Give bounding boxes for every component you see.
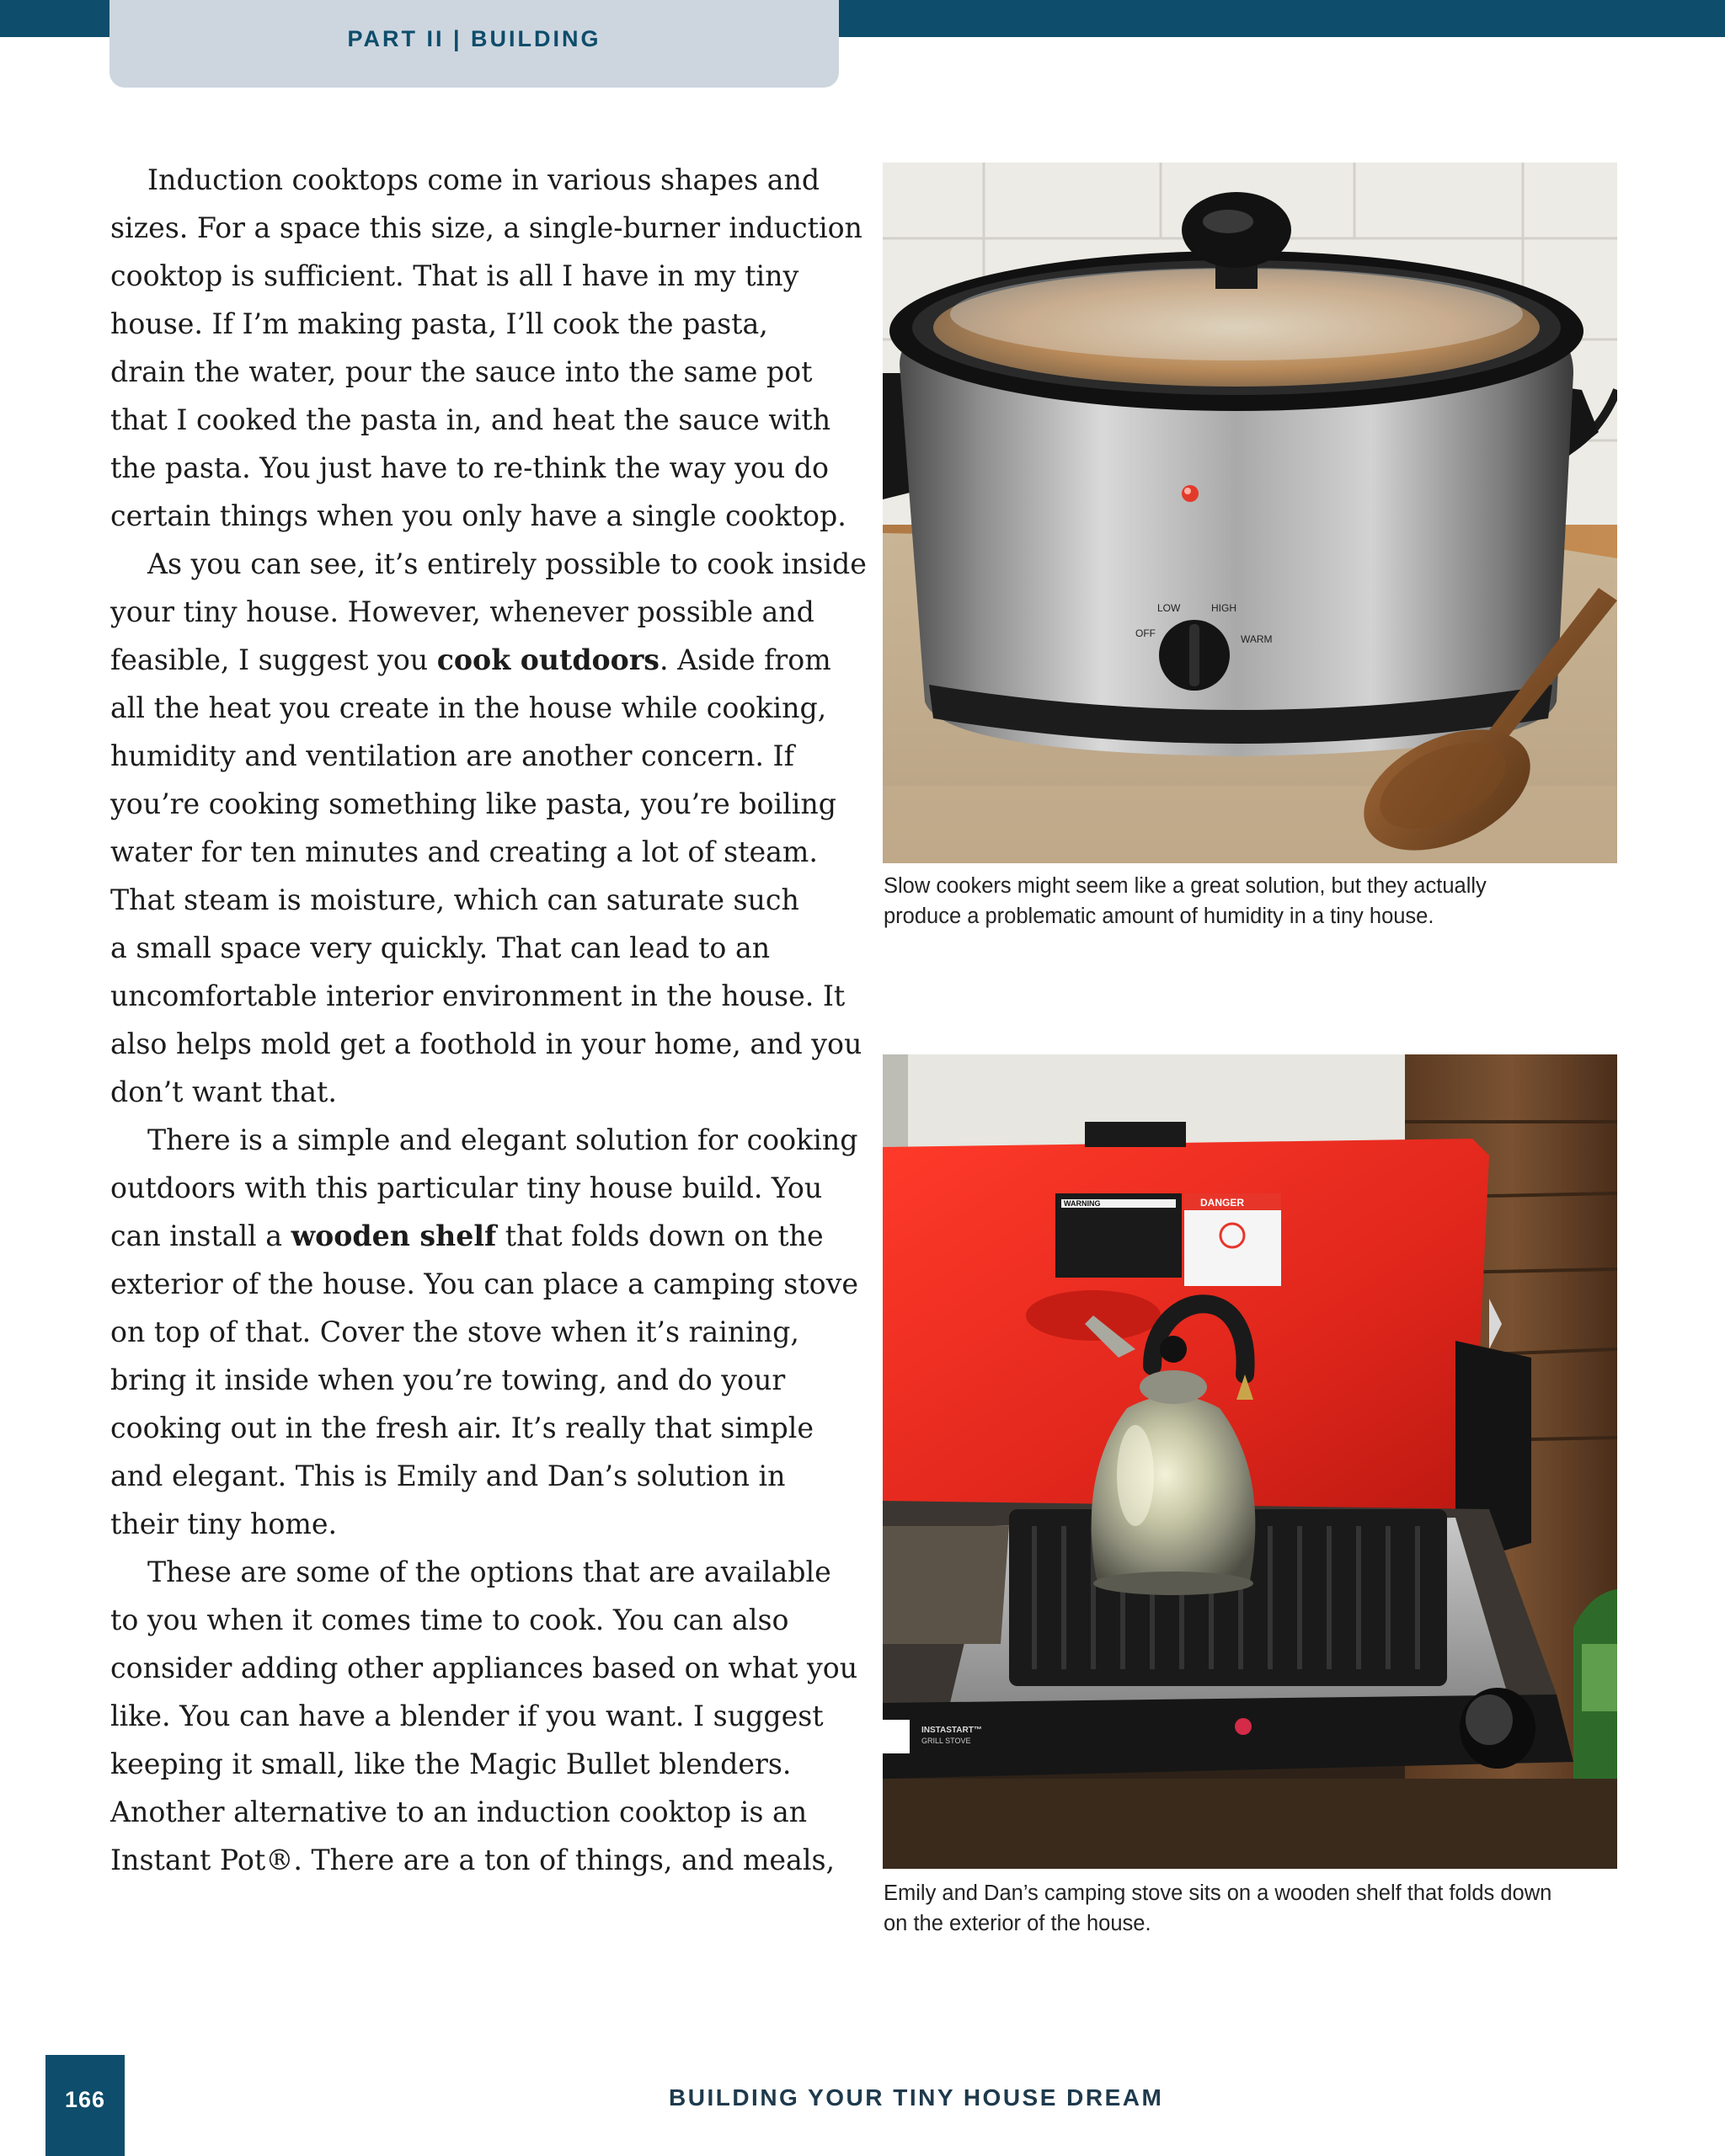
photo-caption-slow-cooker [884, 871, 1642, 931]
photo-caption-camping-stove [884, 1878, 1642, 1939]
dial-label-warm: WARM [1241, 633, 1273, 645]
section-title: PART II | BUILDING [347, 25, 601, 51]
text-line: drain the water, pour the sauce into the same pot [110, 355, 813, 388]
body-text [110, 156, 867, 1884]
text-line: That steam is moisture, which can saturate such [110, 883, 799, 916]
text-run: feasible, I suggest you [110, 643, 437, 676]
text-line: all the heat you create in the house while cooking, [110, 691, 827, 724]
text-line: certain things when you only have a single cooktop. [110, 499, 846, 532]
text-line: consider adding other appliances based on what you [110, 1652, 858, 1684]
text-line-mixed [110, 636, 852, 684]
text-line: you’re cooking something like pasta, you’re boiling [110, 787, 836, 820]
text-line: uncomfortable interior environment in the house. It [110, 979, 846, 1012]
label-danger: DANGER [1200, 1197, 1245, 1209]
text-line: bring it inside when you’re towing, and do your [110, 1364, 786, 1396]
caption-line: produce a problematic amount of humidity in a tiny house. [884, 905, 1434, 928]
caption-line: Slow cookers might seem like a great solution, but they actually [884, 874, 1487, 898]
camping-stove-photo [883, 1054, 1617, 1869]
dial-label-low: LOW [1157, 602, 1181, 614]
dial-label-off: OFF [1135, 627, 1156, 639]
caption-line: on the exterior of the house. [884, 1912, 1151, 1935]
text-line: These are some of the options that are available [147, 1556, 831, 1588]
text-line: cooking out in the fresh air. It’s really that simple [110, 1412, 814, 1444]
text-run: . Aside from [660, 643, 831, 676]
text-line: also helps mold get a foothold in your home, and you [110, 1027, 862, 1060]
text-line: on top of that. Cover the stove when it’s raining, [110, 1315, 799, 1348]
text-line: Instant Pot®. There are a ton of things, and meals, [110, 1844, 836, 1876]
label-instastart: INSTASTART™ [921, 1726, 982, 1735]
text-line: Another alternative to an induction cooktop is an [110, 1796, 808, 1828]
text-line: There is a simple and elegant solution for cooking [147, 1123, 858, 1156]
text-line: Induction cooktops come in various shapes and [147, 163, 820, 196]
text-line: the pasta. You just have to re-think the way you do [110, 451, 830, 484]
text-line: sizes. For a space this size, a single-burner induction [110, 211, 862, 244]
text-line: don’t want that. [110, 1075, 337, 1108]
text-line: exterior of the house. You can place a camping stove [110, 1267, 859, 1300]
text-line: like. You can have a blender if you want. I suggest [110, 1700, 824, 1732]
text-line: cooktop is sufficient. That is all I have in my tiny [110, 259, 799, 292]
text-line: your tiny house. However, whenever possible and [110, 595, 814, 628]
text-line: a small space very quickly. That can lead to an [110, 931, 771, 964]
text-run: can install a [110, 1219, 291, 1252]
slow-cooker-photo [883, 163, 1617, 863]
text-line-mixed [110, 1212, 852, 1260]
bold-term-wooden-shelf: wooden shelf [291, 1219, 497, 1252]
dial-label-high: HIGH [1211, 602, 1236, 614]
page-number: 166 [64, 2087, 106, 2112]
label-warning: WARNING [1064, 1199, 1101, 1208]
bold-term-cook-outdoors: cook outdoors [436, 643, 660, 676]
text-line: water for ten minutes and creating a lot of steam. [110, 835, 818, 868]
text-line: outdoors with this particular tiny house build. You [110, 1171, 823, 1204]
text-line: humidity and ventilation are another concern. If [110, 739, 794, 772]
text-line: As you can see, it’s entirely possible to cook inside [147, 547, 867, 580]
running-footer-title: BUILDING YOUR TINY HOUSE DREAM [669, 2084, 1164, 2111]
page-number-box [45, 2055, 125, 2156]
text-line: keeping it small, like the Magic Bullet blenders. [110, 1748, 792, 1780]
text-line: to you when it comes time to cook. You can also [110, 1604, 789, 1636]
text-line: house. If I’m making pasta, I’ll cook the pasta, [110, 307, 768, 340]
text-line: and elegant. This is Emily and Dan’s solution in [110, 1460, 786, 1492]
caption-line: Emily and Dan’s camping stove sits on a wooden shelf that folds down [884, 1881, 1552, 1905]
label-grill-stove: GRILL STOVE [921, 1737, 971, 1745]
text-line: that I cooked the pasta in, and heat the sauce with [110, 403, 831, 436]
text-line: their tiny home. [110, 1508, 338, 1540]
text-run: that folds down on the [496, 1219, 824, 1252]
section-header-tab [109, 0, 839, 88]
